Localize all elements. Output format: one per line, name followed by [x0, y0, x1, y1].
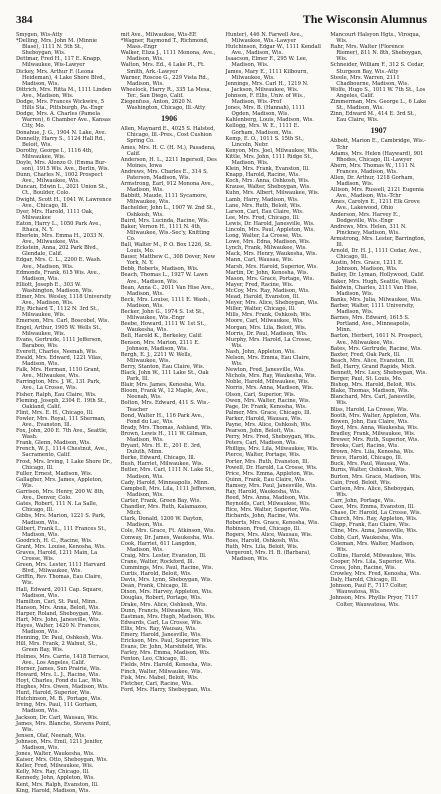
alumnus-entry: Kuhn, Mrs. Albert, Milwaukee, Wis.: [225, 190, 320, 197]
alumnus-entry: Berger, Paul, St. Louis, Mo.: [330, 376, 403, 383]
alumnus-entry: Mann, Carl, Wausau, Wis.: [225, 257, 294, 264]
alumnus-entry: Evans, Dr. John, Marshfield, Wis.: [120, 644, 208, 651]
alumnus-entry: Carr, John, Portage, Wis.: [330, 497, 396, 504]
alumnus-entry: Lincoln, Mrs. Paul, Appleton, Wis.: [225, 227, 315, 233]
alumnus-entry: Crane, Walter, Rockford, Ill.: [120, 558, 195, 565]
alumnus-entry: Quinn, Frank, Eau Claire, Wis.: [225, 476, 306, 483]
alumnus-entry: Emerson, Mrs. Carl, Boscobel, Wis.: [16, 318, 110, 325]
alumnus-entry: Andrews, Mrs. Helen, 311 N. Pinckney, Madison, Wis.: [330, 223, 407, 236]
alumnus-entry: Walton, Mrs. Ed., 4 Lake Pl., Ft. Smith, Ark.-Lawyer: [120, 62, 205, 75]
alumnus-entry: Kelly, Mrs. Ray, Chicago, Ill.: [16, 769, 90, 776]
alumnus-entry: Peters, Carl, Madison, Wis.: [225, 440, 297, 447]
alumnus-entry: Hanson, Mrs. Anna, Beloit, Wis.: [16, 604, 100, 611]
alumnus-entry: Johnson, Mrs. Phyllis Pryor, 7117 Colter, Wauwatosa, Wis.: [330, 595, 418, 608]
alumnus-entry: Crowley, Mrs. Fred, Kenosha, Wis.: [330, 571, 421, 578]
alumnus-entry: Blair, Mrs. James, Kenosha, Wis.: [120, 382, 206, 389]
alumnus-entry: Reynolds, Carl, Milwaukee, Wis.: [225, 501, 311, 508]
alumnus-entry: Ames, Carolyn E., 1211 Elk Grove Ave., Lakewood, Ohio: [330, 199, 420, 212]
alumnus-entry: Perry, Mrs. Fred, Sheboygan, Wis.: [225, 434, 316, 441]
alumnus-entry: Dixon, Mrs. Harvey, Appleton, Wis.: [120, 589, 213, 596]
alumnus-entry: Abbott, Marion E., Cambridge, Wis.-Tchr: [330, 138, 427, 151]
alumnus-entry: Hart, Mrs. John, Janesville, Wis.: [16, 617, 101, 623]
alumnus-entry: McCoy, Mrs. Ray, Madison, Wis.: [225, 287, 310, 294]
alumnus-entry: Griffin, Rev. Thomas, Eau Claire, Wis.: [16, 574, 103, 587]
alumnus-entry: Kennedy, John, Appleton, Wis.: [16, 775, 95, 782]
alumnus-entry: Mancourt Halsyon Hgts., Viroqua, Wis.: [330, 32, 421, 45]
alumnus-entry: Dittrich, Mrs. Ritta M., 1111 Linden Ave., Madison, Wis.: [16, 86, 112, 99]
alumnus-entry: Davis, Mrs. Lynn, Sheboygan, Wis.: [120, 577, 213, 584]
alumnus-entry: Elmer, Mrs. Wesley, 1118 University Ave., Madison, Wis.: [16, 294, 112, 307]
alumnus-entry: Reed, Mrs. Anna, Madison, Wis.: [225, 495, 310, 502]
alumnus-entry: Ellis, Mrs. Ray, Wausau, Wis.: [120, 625, 197, 632]
alumnus-entry: Fisher, Ralph, Eau Claire, Wis.: [16, 391, 97, 398]
alumnus-entry: Lane, Mrs. Ruth, Beloit, Wis.: [225, 202, 302, 209]
alumnus-entry: Cady, Harold, Minneapolis, Minn.: [120, 479, 210, 486]
alumnus-entry: Baker, Mrs. Hugh, Seattle, Wash.: [330, 278, 418, 285]
alumnus-entry: Nichols, Mrs. Ray, Waukesha, Wis.: [225, 373, 317, 380]
alumnus-entry: Flint, Mrs. E. H., Chicago, Ill.: [16, 409, 94, 416]
alumnus-entry: Wolfe, Hugo S., 1011 W. 7th St., Los Angeles, Calif.: [330, 86, 426, 99]
alumnus-entry: Blanchard, Mrs. Carl, Janesville, Wis.: [330, 394, 416, 407]
alumnus-entry: Farrington, Mrs. J. W., 131 Park, Ave., La Crosse, Wis.: [16, 379, 101, 392]
alumnus-entry: Bauer, Matthew C., 308 Dover, New York, N. Y.: [120, 254, 216, 267]
alumnus-entry: Fox, John, 200 E. 7th Ave., Seattle, Wash.: [16, 428, 108, 441]
alumnus-entry: Austin, Mrs. Grace, 1211 E. Johnson, Madison, Wis.: [330, 260, 404, 273]
alumnus-entry: Emery, Harold, Janesville, Wis.: [120, 632, 202, 638]
alumnus-entry: Everett, Charles, Neenah, Wis.: [16, 348, 98, 355]
alumnus-entry: Cole, Mrs. Grace, Ft. Atkinson, Wis.: [120, 528, 216, 535]
alumnus-entry: Rice, Mrs. Walter, Superior, Wis.: [225, 507, 312, 514]
alumnus-entry: Bebb, Roberts, Madison, Wis.: [120, 266, 199, 273]
alumnus-entry: Burke, Edward, Chicago, Ill.: [120, 455, 196, 462]
alumnus-entry: Eaton, Harry L., 1050 Park Ave., Ithaca, N. Y.: [16, 220, 102, 233]
alumnus-entry: James, Mary E., 1111 Kilbourn, Milwaukee, Wis.: [225, 68, 309, 81]
alumnus-entry: Lewis, Dr. Harold, Janesville, Wis.: [225, 220, 315, 227]
alumnus-entry: Bell, Harold K., Berkeley, Calif.: [120, 333, 203, 340]
alumnus-entry: Anderson, Mrs. Harvey E., Dodgeville, Wis.-Engr: [330, 211, 401, 224]
alumnus-entry: Garrison, Mrs. Henry, 200 W. 8th, Ave., Denver, Colo.: [16, 489, 105, 502]
alumnus-entry: Frank, Glenn, Madison, Wis.: [16, 440, 91, 447]
alumnus-entry: Ahern, Mrs. Thomas W., 1111 N. Frances, Madison, Wis.: [330, 162, 416, 175]
alumnus-entry: Coleman, Mrs. Walter, Madison, Wis.: [330, 540, 415, 553]
alumnus-entry: Ely, Richard T., 1112 N. 3rd St., Milwaukee, Wis.: [16, 306, 100, 319]
alumnus-entry: Dwight, Scott H., 1041 W. Lawrence Ave., Chicago, Ill.: [16, 196, 112, 209]
alumnus-entry: Morris, Dr. Paul, Madison, Wis.: [225, 330, 308, 337]
alumnus-entry: Booth, Mrs. Walter, Appleton, Wis.: [330, 412, 421, 419]
alumnus-entry: Ruth, Mrs. Lila, Beloit, Wis.: [225, 543, 299, 550]
alumnus-entry: Fowler, Mrs. Royal, 111 Sherman, Ave., Evanston, Ill.: [16, 415, 106, 428]
alumnus-entry: Doyle, Mrs. Alonzo O. (Emma Bur-son), 1915 Wis. Ave., Berlin, Wis.: [16, 159, 110, 173]
alumnus-entry: Ray, Harold, Waukesha, Wis.: [225, 489, 301, 496]
alumnus-entry: Bond, Walter H., 116 Park Ave., Fond du Lac, Wis.: [120, 412, 205, 425]
alumnus-entry: Dickey, Mrs. Arthur F. (Leona Heideman), 4 Lake Shore Blvd., Madison, Wis.: [16, 68, 106, 87]
alumnus-entry: Jennings, Mrs. Carl H., 1219 N. Jackson, Milwaukee, Wis.: [225, 80, 309, 93]
alumnus-entry: Beck, Mrs. Louise, 1111 E. Wash., Madison, Wis.: [120, 296, 211, 309]
alumnus-entry: French, W. J., 1114 Chestnut, Ave., Sacramento, Calif.: [16, 446, 108, 459]
alumnus-entry: Schneider, William F., 312 S. Cedar, Sturgeon Bay, Wis.-Atty: [330, 62, 425, 75]
alumnus-entry: Jones, Mrs. B. (Hannah), 1111 Ogden, Madison, Wis.: [225, 105, 306, 118]
directory-column: [226, 32, 323, 598]
alumnus-entry: Walker, Eliza J., 1111 Monona, Ave., Madison, Wis.: [120, 50, 216, 63]
alumnus-entry: Bush, Harriet, Milwaukee, Wis.: [120, 461, 204, 468]
alumnus-entry: Fletcher, Carl, Racine, Wis.: [120, 680, 193, 687]
alumnus-entry: Jensen, Olaf, Neenah, Wis.: [16, 732, 86, 739]
alumnus-entry: Edmonds, Frank, 615 Wis. Ave., Madison, Wis.: [16, 269, 100, 282]
alumnus-entry: Douglas, Robert, Portage, Wis.: [120, 595, 202, 602]
alumnus-entry: Lee, Mrs. Fred, Chicago, Ill.: [225, 214, 300, 221]
alumnus-entry: Beach, Mrs. Alice, Evanston, Ill.: [330, 357, 415, 364]
alumnus-entry: Knapp, Harold, Racine, Wis.: [225, 172, 300, 179]
alumnus-entry: Hutchinson, Edgar W., 1111 Kendall Ave., Madison, Wis.: [225, 44, 321, 57]
alumnus-entry: Falk, Mrs. Herman, 1110 Grant, Ave., Milwaukee, Wis.: [16, 367, 101, 380]
alumnus-entry: Brooks, Carl, Racine, Wis.: [330, 443, 399, 450]
alumnus-entry: Noble, Harold, Milwaukee, Wis.: [225, 379, 310, 386]
alumnus-entry: Cain, Fred, Beloit, Wis.: [330, 479, 392, 486]
alumnus-entry: Mills, Mrs. Frank, Oshkosh, Wis.: [225, 312, 312, 319]
alumnus-entry: Chase, Dr. Harold, La Crosse, Wis.: [330, 510, 422, 517]
alumnus-entry: Bergh, E. J., 2211 W. Wells, Milwaukee, Wis.: [120, 351, 192, 364]
alumnus-entry: *Delling, Mrs. John M. (Minnie Blasé), 1111 N. 5th St., Sheboygan, Wis.: [16, 38, 98, 57]
alumnus-entry: Powell, Dr. Harold, La Crosse, Wis.: [225, 464, 318, 471]
alumnus-entry: Lamb, Harry, Madison, Wis.: [225, 196, 299, 203]
alumnus-entry: Cummings, Mrs. Paul, Racine, Wis.: [120, 564, 214, 571]
alumnus-entry: Bennett, Mrs. Lucy, Sheboygan, Wis.: [330, 369, 427, 376]
alumnus-entry: Newton, Fred, Janesville, Wis.: [225, 367, 305, 374]
alumnus-entry: Engel, Arthur, 1905 W. Wells St., Milwaukee, Wis.: [16, 324, 102, 337]
alumnus-entry: Hunter), 446 N. Farwell Ave., Milwaukee, Wis.-Lawyer: [225, 32, 303, 45]
alumnus-entry: Fisk, Mrs. Mabel, Beloit, Wis.: [120, 674, 199, 681]
alumnus-entry: Dunn, Charles N., 1002 Prospect Ave., Milwaukee, Wis.: [16, 172, 103, 185]
alumnus-entry: Hutchinson, M. B., Portage, Wis.: [16, 696, 102, 703]
alumnus-entry: Clapp, Frank, Eau Claire, Wis.: [330, 522, 411, 529]
alumnus-entry: Ziegenfuss, Anton, 2620 N. Washington, Chicago, Ill.-Atty: [120, 99, 206, 112]
alumnus-entry: Dorothy, George I., 1116 4th, Milwaukee, Wis.: [16, 147, 93, 160]
alumnus-entry: Zimmerman, Mrs. George L., 6 Lake St., Madison, Wis.: [330, 99, 427, 112]
alumnus-entry: Larson, Carl, Eau Claire, Wis.: [225, 208, 304, 215]
alumnus-entry: Ames, Mrs. H. C. (H. M.), Pasadena, Calif.: [120, 144, 216, 157]
directory-column: [16, 32, 113, 794]
alumnus-entry: Porter, Mrs. Ruth, Evanston, Ill.: [225, 458, 310, 465]
alumnus-entry: Carter, Frank, Green Bay, Wis.: [120, 497, 202, 504]
alumnus-entry: Howard, Mrs. L. J., Racine, Wis.: [16, 671, 100, 678]
alumnus-entry: Hoyt, Charles, Fond du Lac, Wis.: [16, 677, 103, 684]
alumnus-entry: Bishop, Mrs. Harold, Beloit, Wis.: [330, 382, 417, 389]
alumnus-entry: Barton, Herbert, 1611 N. Prospect, Ave., Milwaukee, Wis.: [330, 333, 423, 346]
alumnus-entry: Page, Dr. Frank, Kenosha, Wis.: [225, 403, 307, 410]
alumnus-entry: Lowe, Mrs. Edna, Madison, Wis.: [225, 239, 311, 246]
alumnus-entry: Black, John W., 111 Lake St., Oak Park, Ill.: [120, 369, 209, 383]
alumnus-entry: Dettmar, Fred H., 117 E. Knapp, Milwaukee, Wis-Lawyer: [16, 56, 102, 69]
alumnus-entry: Meyer, Mrs. Alice, Sheboygan, Wis.: [225, 300, 319, 307]
alumnus-entry: Baldwin, Charles, 2111 Van Hise, Madison, Wis.: [330, 284, 419, 297]
alumnus-entry: Beach, Thomas L., 1927 W. Lawn Ave., Madison, Wis.: [120, 272, 208, 285]
alumnus-entry: Clark, Donald, 1200 W. Dayton, Madison, Wis.: [120, 516, 204, 529]
alumnus-entry: Burton, Mrs. Grace, Madison, Wis.: [330, 473, 422, 480]
alumnus-entry: Dodge, Mrs. Frances Wickwire, 5 Hills Sta., Pittsburgh, Pa.-Engr: [16, 99, 105, 112]
alumnus-entry: Hayes, Walter, 1420 N. Frances, Madison, Wis.: [16, 623, 101, 636]
alumnus-entry: Hamilton, Carl, St. Paul, Minn.: [16, 598, 98, 605]
alumnus-entry: Steele, Mrs. Warren, 2111 Chadbourne, Madison, Wis.: [330, 74, 409, 87]
alumnus-entry: Hall, Edward, 2011 Cap. Square, Madison, Wis.: [16, 586, 104, 599]
alumnus-entry: Green, Mrs. Lester, 1111 Harvard Blvd., Milwaukee, Wis.: [16, 562, 106, 575]
alumnus-entry: Rahr, Mrs. Walter (Florence Riemer), 811 N. 8th, Sheboygan, Wis.: [330, 44, 423, 63]
alumnus-entry: Kenyon, Mrs. Joel, Milwaukee, Wis.: [225, 147, 319, 154]
alumnus-entry: Donahue, J. G., 1904 N. Lake, Ave.: [16, 129, 107, 136]
alumnus-entry: Blake, Thomas, Madison, Wis.: [330, 388, 410, 395]
alumnus-entry: Daly, Harold, Chicago, Ill.: [330, 577, 398, 584]
alumnus-entry: Gilbert, Frank L., 111 Frances St., Madison, Wis.: [16, 525, 107, 538]
alumnus-entry: Mason, Mrs. Grace, Portage, Wis.: [225, 275, 315, 282]
alumnus-entry: Armstrong, Earl, 912 Monona Ave., Madison, Wis.: [120, 181, 214, 194]
alumnus-entry: Norris, Mrs. Anna, Madison, Wis.: [225, 385, 314, 392]
alumnus-entry: Conway, Dr. James, Waukesha, Wis.: [120, 534, 214, 541]
alumnus-entry: Murphy, Mrs. Harold, La Crosse, Wis.: [225, 336, 312, 349]
alumnus-entry: Nash, John, Appleton, Wis.: [225, 348, 296, 355]
alumnus-entry: Johnson, F. Ellis, Univ. of Wis., Madison, Wis.-Prof: [225, 92, 306, 106]
class-year-heading: 1906: [161, 114, 178, 124]
alumnus-entry: Bliss, Harold, La Crosse, Wis.: [330, 406, 409, 413]
running-title: The Wisconsin Alumnus: [302, 12, 427, 26]
alumnus-entry: Collins, Harold, Milwaukee, Wis.: [330, 552, 417, 559]
alumnus-entry: Finch, Walter, Milwaukee, Wis.: [120, 668, 203, 675]
alumnus-entry: Allen, Dr. Arthur, 1218 Gorham, Madison, Wis.: [330, 174, 415, 188]
alumnus-entry: Baird, Mrs. Lucinda, Racine, Wis.: [120, 217, 210, 224]
alumnus-entry: Mayer, Fred, Racine, Wis.: [225, 281, 294, 288]
alumnus-entry: Banks, Mrs. Julia, Milwaukee, Wis.: [330, 296, 422, 303]
alumnus-entry: Craig, Mrs. Lester, Evanston, Ill.: [120, 552, 207, 559]
alumnus-entry: Butler, Mrs. Carl, 1111 N. Lake St., Madison, Wis.: [120, 467, 214, 480]
alumnus-entry: Ewald, Mrs. Edward, 1221 Vilas, Madison, Wis.: [16, 354, 103, 368]
alumnus-entry: Harper, Roland, Sheboygan, Wis.: [16, 610, 104, 617]
alumnus-entry: Kemp, E. O., 1011 S. 15th St., Lincoln, Nebr.: [225, 135, 304, 148]
alumnus-entry: Rogers, Mrs. Alice, Wausau, Wis.: [225, 531, 313, 538]
alumnus-entry: Church, Mrs. Ray, Appleton, Wis.: [330, 516, 418, 523]
alumnus-entry: mit Ave., Milwaukee, Wis-EE: [120, 32, 197, 38]
alumnus-entry: Farley, Mrs. Emma, Madison, Wis.: [120, 650, 211, 657]
alumnus-entry: Donnelly, Harry S., 1124 Hall Rd., Beloit, Wis.: [16, 135, 106, 148]
alumnus-entry: Bell, Harry, Grand Rapids, Mich.: [330, 363, 417, 370]
page-header: [16, 12, 427, 28]
alumnus-entry: Ford, Mrs. Harry, Sheboygan, Wis.: [120, 686, 212, 693]
alumnus-entry: Cline, Mrs. Anna, Janesville, Wis.: [330, 528, 418, 535]
alumnus-entry: Hughes, Mrs. Owen, Madison, Wis.: [16, 684, 109, 691]
alumnus-entry: Berry, Stanton, Eau Claire, Wis.: [120, 363, 205, 370]
alumnus-entry: Barber, Walter, 1111 University, Madison, Wis.: [330, 302, 415, 316]
alumnus-entry: Irving, Mrs. Paul, 111 Gorham, Madison, Wis.: [16, 702, 98, 715]
alumnus-entry: Bowen, John, Eau Claire, Wis.: [330, 418, 409, 425]
alumnus-entry: Pierce, Walter, Portage, Wis.: [225, 452, 301, 459]
alumnus-entry: Beebe, Howard, 1111 W. 1st St., Waukesha, Wis.: [120, 321, 206, 334]
alumnus-entry: Kaiser, Mrs. Otto, Sheboygan, Wis.: [16, 757, 108, 764]
alumnus-entry: Buck, Mrs. Paul, Wausau, Wis.: [330, 461, 411, 468]
alumnus-entry: Brown, Lewis H., 111 W. Gilman, Madison, Wis.: [120, 430, 208, 443]
alumnus-entry: Kellogg, Mrs. W. E., 1111 E. Gorham, Madison, Wis.: [225, 123, 300, 136]
alumnus-entry: Dodge, Mrs. A. Charles (Pamela Warren), 6 Chamber Ave., Kansas City, Mo.: [16, 111, 111, 130]
alumnus-entry: Keller, Fred, Milwaukee, Wis.: [16, 763, 94, 770]
alumnus-entry: Edwards, Carl, La Crosse, Wis.: [120, 619, 203, 626]
alumnus-entry: Richards, John, Racine, Wis.: [225, 513, 300, 520]
directory-columns: [16, 32, 427, 794]
alumnus-entry: Hill, Mrs. Frank, 2 Walnut, St., Green Bay, Wis.: [16, 641, 98, 654]
alumnus-entry: Mead, Harold, Evanston, Ill.: [225, 294, 300, 301]
alumnus-entry: Bailey, Dr. Lyman, Hollywood, Calif.: [330, 272, 425, 279]
alumnus-entry: Zinn, Edward M., 414 E. 3rd St., Eau Claire, Wis.: [330, 111, 417, 124]
directory-column: [330, 32, 427, 608]
alumnus-entry: Bryant, Mrs. H. E., 201 E. 3rd, Duluth, Minn.: [120, 443, 202, 456]
alumnus-entry: Elliott, Joseph E., 303 W. Washington, Madison, Wis.: [16, 281, 94, 294]
alumnus-entry: Warner, Roscoe G., 229 Vista Rd., Madison, Wis.: [120, 74, 210, 87]
alumnus-entry: Baker, Vernon H., 1111 N. 4th, Milwaukee, Wis.-Sec'y, Knitting Co.: [120, 223, 210, 242]
alumnus-entry: Krause, Walter, Sheboygan, Wis.: [225, 184, 311, 191]
class-year-heading: 1907: [370, 126, 387, 136]
alumnus-entry: Kent, Mrs. Ralph, Evanston, Ill.: [16, 781, 99, 788]
alumnus-entry: Grant, Mrs. Louise, Kenosha, Wis.: [16, 543, 106, 550]
alumnus-entry: Bradley, Frank, Milwaukee, Wis.: [330, 430, 416, 437]
alumnus-entry: Barnes, Mrs. Edward, 1615 S. Portland, Ave., Minneapolis, Minn.: [330, 315, 411, 334]
alumnus-entry: James, Mrs. Blanche, Stevens Point, Wis.: [16, 720, 111, 733]
alumnus-entry: Hunt, Harold, Superior, Wis.: [16, 690, 92, 697]
alumnus-entry: Baxter, Fred, Oak Park, Ill.: [330, 351, 401, 358]
alumnus-entry: Payne, Mrs. Alice, Oshkosh, Wis.: [225, 422, 312, 428]
alumnus-entry: Boyd, Mrs. Anna, Waukesha, Wis.: [330, 424, 419, 431]
alumnus-entry: Brown, Mrs. Lila, Kenosha, Wis.: [330, 449, 415, 456]
alumnus-entry: Henning, Dr. Paul, Oshkosh, Wis.: [16, 635, 103, 642]
alumnus-entry: Moore, Carl, Milwaukee, Wis.: [225, 318, 304, 325]
alumnus-entry: Koch, Mrs. Anna, Oshkosh, Wis.: [225, 178, 310, 185]
alumnus-entry: Chandler, Mrs. Ruth, Kalamazoo, Mich.: [120, 504, 208, 517]
alumnus-entry: Babbitt, Maude, 1111 Sycamore, Milwaukee, Wis.: [120, 193, 208, 206]
alumnus-entry: Brewer, Mrs. Ruth, Superior, Wis.: [330, 437, 420, 443]
alumnus-entry: Phillips, Mrs. Lila, Milwaukee, Wis.: [225, 446, 319, 453]
alumnus-entry: Dunn, Francis, Milwaukee, Wis.: [120, 607, 205, 614]
alumnus-entry: Pearson, John, Beloit, Wis.: [225, 428, 295, 435]
alumnus-entry: Martin, Dr. John, Kenosha, Wis.: [225, 269, 309, 276]
alumnus-entry: Dyer, Mrs. Harold, 1111 Oak, Milwaukee: [16, 208, 94, 221]
alumnus-entry: Robinson, Fred, Chicago, Ill.: [225, 525, 301, 532]
alumnus-entry: Curtis, Harold, Beloit, Wis.: [120, 571, 192, 578]
alumnus-entry: Ramsey, Mrs. Paul, Janesville, Wis.: [225, 482, 317, 489]
alumnus-entry: Wheelock, Harry R., 335 La Mesa, Ter., San Diego, Calif.: [120, 86, 212, 99]
alumnus-entry: Dean, Frank, Chicago, Ill.: [120, 583, 189, 590]
alumnus-entry: Eberlein, Mrs. Emma H., 2033 N. Ave., Milwaukee, Wis.: [16, 233, 104, 246]
alumnus-entry: Erickson, Mrs. Paul, Superior, Wis.: [120, 638, 213, 645]
alumnus-entry: Gallagher, Mrs. James, Appleton, Wis.: [16, 476, 103, 489]
alumnus-entry: Fuller, Ernest, Madison, Wis.: [16, 470, 93, 477]
alumnus-entry: Fields, Mrs. Harold, Kenosha, Wis.: [120, 662, 213, 669]
alumnus-entry: Andrews, Mrs. Charles E., 314 S. Paterson, Madison, Wis.: [120, 168, 209, 181]
alumnus-entry: Ross, Harold, Oshkosh, Wis.: [225, 537, 300, 544]
alumnus-entry: Roberts, Mrs. Grace, Kenosha, Wis.: [225, 519, 320, 526]
alumnus-entry: *Wagner, Raymond T., Richmond, Mass.-Engr: [120, 38, 209, 51]
alumnus-entry: Horner, James, Sun Prairie, Wis.: [16, 665, 102, 672]
alumnus-entry: Benson, Mrs. Marion, 2111 E. Johnson, Madison, Wis.: [120, 339, 200, 352]
alumnus-entry: Allen, Maynard E., 4025 S. Halsted, Chicago, Ill.-Pres., Cost Cushion Spring Co.: [120, 126, 216, 145]
alumnus-entry: Goodrich, H. C., Racine, Wis.: [16, 537, 93, 544]
alumnus-entry: Carlson, Mrs. Alice, Sheboygan, Wis.: [330, 485, 415, 498]
alumnus-entry: Allison, Mrs. Russell, 2121 Eugenia Ave., Madison, Wis.-Tchr: [330, 187, 424, 200]
alumnus-entry: Bruce, Harold, Chicago, Ill.: [330, 455, 403, 462]
alumnus-entry: Smygen, Wis-Atty: [16, 32, 63, 38]
alumnus-entry: Edgar, Mrs. C. L., 2200 E. Wash. Ave., Madison, Wis.: [16, 257, 102, 270]
alumnus-entry: Johnson, Mrs. Emil, 1211 Jenifer, Madison, Wis.: [16, 738, 103, 751]
alumnus-entry: Parker, Harold, Wausau, Wis.: [225, 415, 303, 422]
alumnus-entry: Nelson, Mrs. Emma, Eau Claire, Wis.: [225, 354, 311, 368]
alumnus-entry: Marsh, Mrs. Harold, Superior, Wis.: [225, 263, 318, 270]
alumnus-entry: Jackson, Dr. Carl, Wausau, Wis.: [16, 714, 99, 721]
alumnus-entry: Klein, Mrs. Frank, Evanston, Ill.: [225, 166, 310, 173]
alumnus-entry: Case, Mrs. Emma, Evanston, Ill.: [330, 504, 415, 511]
alumnus-entry: Owen, Mrs. Walter, Racine, Wis.: [225, 397, 311, 404]
page-number: 384: [16, 14, 33, 26]
alumnus-entry: Duncan, Edwin L., 2021 Union St., Ct., Boulder, Colo.: [16, 184, 108, 197]
alumnus-entry: Olson, Carl, Superior, Wis.: [225, 391, 296, 398]
alumnus-entry: Jones, Walter, Waukesha, Wis.: [16, 751, 95, 758]
alumnus-entry: Eastman, Mrs. Hugh, Madison, Wis.: [120, 613, 216, 620]
alumnus-entry: Evans, Gertrude, 1111 Jefferson, Baraboo, Wis.: [16, 336, 103, 349]
alumnus-entry: Frost, Mrs. Irving, 1 Lake Shore Dr., Chicago, Ill.: [16, 458, 113, 471]
alumnus-entry: Brady, Mrs. Thomas, Ashland, Wis.: [120, 424, 213, 431]
alumnus-entry: Long, Walter, La Crosse, Wis.: [225, 233, 303, 240]
directory-column: [120, 32, 218, 693]
alumnus-entry: Fleming, Joseph, 2304 E. 19th St., Oakland, Calif.: [16, 397, 107, 410]
alumnus-entry: Graves, Harold, 1211 Main, La Crosse, Wis.: [16, 549, 98, 563]
alumnus-entry: Palmer, Mrs. Grace, Chicago, Ill.: [225, 409, 312, 416]
alumnus-entry: Anderson, H. L., 2211 Ingersoll, Des Moines, Iowa: [120, 156, 217, 169]
alumnus-entry: Kittle, Mrs. John, 1111 Ridge St., Madison, Wis.: [225, 153, 313, 166]
alumnus-entry: Armstrong, Mrs. Lester, Barrington, Ill.: [330, 235, 426, 248]
alumnus-entry: Lynch, Frank, Milwaukee, Wis.: [225, 245, 307, 252]
alumnus-entry: Cross, John, Racine, Wis.: [330, 564, 397, 571]
alumnus-entry: Morgan, Mrs. Lila, Beloit, Wis.: [225, 324, 307, 331]
alumnus-entry: Vergeront, Mrs. H. B. (Barbara), Madison, Wis.: [225, 549, 311, 563]
alumnus-entry: Bean, Anna C., 2011 Van Hise Ave., Madison, Wis.: [120, 284, 214, 297]
alumnus-entry: Arnold, Dr. H. J., 1111 Cedar, Ave., Chicago, Ill.: [330, 248, 422, 261]
alumnus-entry: Kahlenberg, Louis, Madison, Wis.: [225, 117, 314, 124]
alumnus-entry: Campbell, Mrs. Lila, 1111 Jefferson, Madison, Wis.: [120, 485, 216, 498]
alumnus-entry: Bloom, Frank W., 12 Maple, Ave., Neenah, Wis.: [120, 388, 209, 401]
alumnus-entry: Cobb, Carl, Waukesha, Wis.: [330, 534, 403, 541]
alumnus-entry: Price, Mrs. Emma, Appleton, Wis.: [225, 470, 315, 477]
alumnus-entry: Eckstein, Anna, 202 Park Blvd., Glendale, Calif.: [16, 245, 99, 258]
alumnus-entry: Gibbs, Mrs. Marion, 1221 S. Park, Madison, Wis.: [16, 513, 106, 526]
alumnus-entry: Becker, John G., 1974 S. 1st St., Milwaukee, Wis.-Engr: [120, 309, 205, 322]
alumnus-entry: Holmes, Mrs. Carrie, 1418 Terrace, Ave., Los Angeles, Calif.: [16, 653, 110, 666]
alumnus-entry: Johnson, Paul F., 7117 Colter, Wauwatosa, Wis.: [330, 583, 408, 596]
alumnus-entry: Bates, Mrs. Gertrude, Racine, Wis.: [330, 345, 422, 352]
alumnus-entry: Miller, Walter, Chicago, Ill.: [225, 306, 296, 313]
alumnus-entry: Isaacson, Elmer F., 295 W. Lee, Madison, Wis.: [225, 56, 308, 69]
alumnus-entry: Fenton, Leo, Chicago, Ill.: [120, 656, 187, 663]
alumnus-entry: Bolton, Mrs. Edward, 411 S. Wis.-Teacher: [120, 400, 210, 413]
alumnus-entry: Burns, Walter, Oshkosh, Wis.: [330, 467, 407, 474]
alumnus-entry: Cooper, Mrs. Lila, Superior, Wis.: [330, 558, 416, 565]
alumnus-entry: Mack, Mrs. Henry, Waukesha, Wis.: [225, 251, 318, 258]
alumnus-entry: King, Harold, Madison, Wis.: [16, 787, 91, 794]
alumnus-entry: Bachelder, John L., 1907 W. 2nd St., Oshkosh, Wis.: [120, 205, 216, 218]
alumnus-entry: Drake, Mrs. Alice, Oshkosh, Wis.: [120, 601, 208, 608]
alumnus-entry: Cook, Harriet, 611 Langdon, Madison, Wis.: [120, 540, 197, 553]
alumnus-entry: Ball, Walter M., P. O. Box 1226, St. Louis, Mo.: [120, 242, 212, 255]
alumnus-entry: Adams, Mrs. Helen (Hayward), 901 Rhodes, Chicago, Ill.-Lawyer: [330, 150, 424, 163]
alumnus-entry: Gates, Robert, 111 N. La Salle, Chicago, Ill.: [16, 501, 98, 514]
